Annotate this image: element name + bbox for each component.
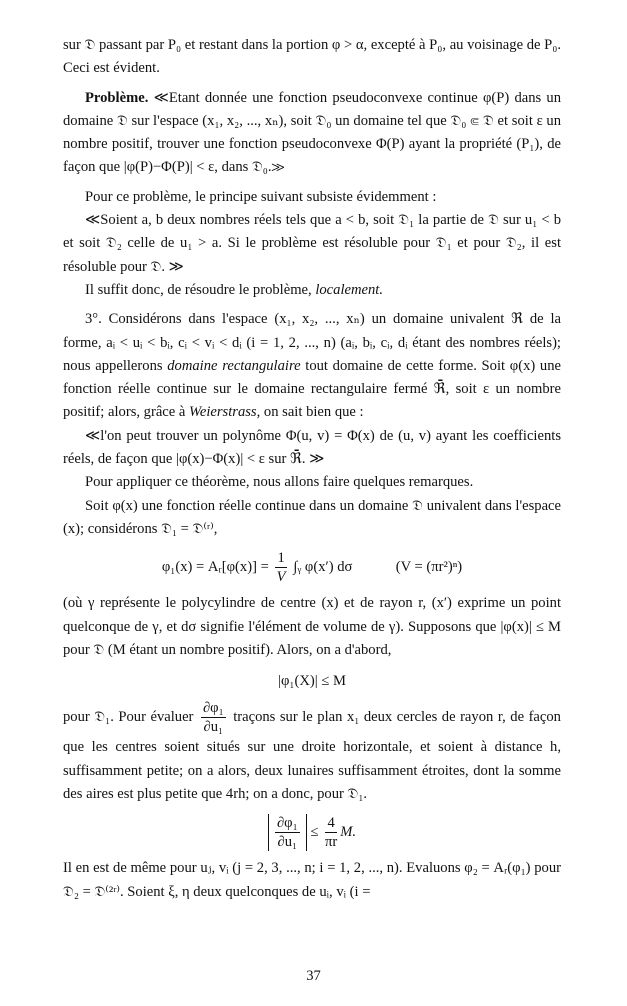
page-body — [63, 34, 561, 904]
equation-2: |φ₁(X)| ≤ M — [278, 673, 346, 690]
eq3-m: M. — [340, 824, 357, 841]
evaluate-denominator: ∂u₁ — [203, 719, 224, 736]
eq3-derivative — [275, 814, 300, 851]
eq3-abs — [268, 814, 307, 851]
paragraph-section-3 — [63, 308, 561, 424]
evaluate-fraction — [201, 699, 226, 736]
eq3-bound-numerator: 4 — [325, 814, 337, 833]
evaluate-text-a: pour 𝔇₁. Pour évaluer — [63, 709, 194, 726]
section-3-text-c: , on sait bien que : — [256, 404, 364, 421]
eq3-numerator: ∂φ₁ — [276, 815, 298, 832]
eq3-le: ≤ — [310, 824, 319, 841]
section-3-italic-term: domaine rectangulaire — [167, 357, 301, 374]
paragraph-remarks: Pour appliquer ce théorème, nous allons faire quelques remarques. — [85, 474, 474, 491]
problem-text: ≪Etant donnée une fonction pseudoconvexe continue φ(P) dans un domaine 𝔇 sur l'espace (x₁, x₂, ..., xₙ), soit 𝔇₀ un domaine tel que 𝔇₀ ⋐ 𝔇 et soit ε un nombre positif, trouver une fonction pseudoconvexe Φ(P) ayant la propriété (P₁), de façon que |φ(P)−Φ(P)| < ε, dans 𝔇₀.≫ — [63, 89, 561, 176]
eq3-denominator: ∂u₁ — [277, 834, 298, 851]
eq1-numerator: 1 — [277, 550, 285, 567]
paragraph-principle: ≪Soient a, b deux nombres réels tels que a < b, soit 𝔇₁ la partie de 𝔇 sur u₁ < b et soit 𝔇₂ celle de u₁ > a. Si le problème est résoluble pour 𝔇₁ et pour 𝔇₂, il est résoluble pour 𝔇. ≫ — [63, 212, 561, 275]
eq1-denominator: V — [276, 569, 286, 586]
paragraph-principle-intro: Pour ce problème, le principe suivant subsiste évidemment : — [85, 188, 437, 205]
paragraph-evaluate — [63, 699, 561, 806]
eq1-left: φ₁(x) = Aᵣ[φ(x)] = — [161, 559, 269, 576]
paragraph-polynomial: ≪l'on peut trouver un polynôme Φ(u, v) = Φ(x) de (u, v) ayant les coefficients réels, de façon que |φ(x)−Φ(x)| < ε sur ℜ̄. ≫ — [63, 427, 561, 468]
locally-italic: localement. — [315, 281, 384, 298]
paragraph-last: Il en est de même pour uⱼ, vᵢ (j = 2, 3, ..., n; i = 1, 2, ..., n). Evaluons φ₂ = Aᵣ(φ₁) pour 𝔇₂ = 𝔇⁽²ʳ⁾. Soient ξ, η deux quelconques de uᵢ, vᵢ (i = — [63, 860, 561, 900]
paragraph-locally — [63, 279, 561, 302]
weierstrass-name: Weierstrass — [189, 404, 257, 421]
eq1-integral: ∫ᵧ φ(x′) dσ — [293, 559, 353, 576]
eq3-bound-denominator: πr — [325, 834, 338, 851]
paragraph-domain: Soit φ(x) une fonction réelle continue dans un domaine 𝔇 univalent dans l'espace (x); considérons 𝔇₁ = 𝔇⁽ʳ⁾, — [63, 497, 561, 537]
evaluate-numerator: ∂φ₁ — [202, 700, 224, 717]
locally-text: Il suffit donc, de résoudre le problème, — [85, 281, 316, 298]
eq1-fraction — [275, 549, 286, 586]
equation-3 — [63, 814, 561, 851]
evaluate-text-b: traçons sur le plan x₁ deux cercles de rayon r, de façon que les centres soient situés sur une droite horizontale, et soient à distance h, suffisamment petite; on a alors, deux lunaires suffisamment étroites, dont la somme des aires est plus petite que 4rh; on a donc, pour 𝔇₁. — [63, 709, 561, 803]
eq3-bound-fraction — [325, 814, 337, 851]
problem-paragraph — [63, 87, 561, 180]
paragraph-1: sur 𝔇 passant par P₀ et restant dans la portion φ > α, excepté à P₀, au voisinage de P₀. Ceci est évident. — [63, 37, 561, 77]
section-3-text-b: tout domaine de cette forme. Soit φ(x) une fonction réelle continue sur le domaine rectangulaire fermé ℜ̄, soit ε un nombre positif; alors, grâce à — [63, 357, 561, 421]
equation-1 — [63, 549, 561, 586]
problem-title: Problème. — [85, 89, 149, 106]
eq1-note: (V = (πr²)ⁿ) — [395, 559, 463, 576]
paragraph-polycylinder: (où γ représente le polycylindre de centre (x) et de rayon r, (x′) exprime un point quelconque de γ, et dσ signifie l'élément de volume de γ). Supposons que |φ(x)| ≤ M pour 𝔇 (M étant un nombre positif). Alors, on a d'abord, — [63, 595, 561, 658]
section-3-text-a: 3°. Considérons dans l'espace (x₁, x₂, ..., xₙ) un domaine univalent ℜ de la forme, aᵢ < uᵢ < bᵢ, cᵢ < vᵢ < dᵢ (i = 1, 2, ..., n) (aᵢ, bᵢ, cᵢ, dᵢ étant des nombres réels); nous appellerons — [63, 311, 561, 374]
page-number: 37 — [306, 968, 321, 984]
